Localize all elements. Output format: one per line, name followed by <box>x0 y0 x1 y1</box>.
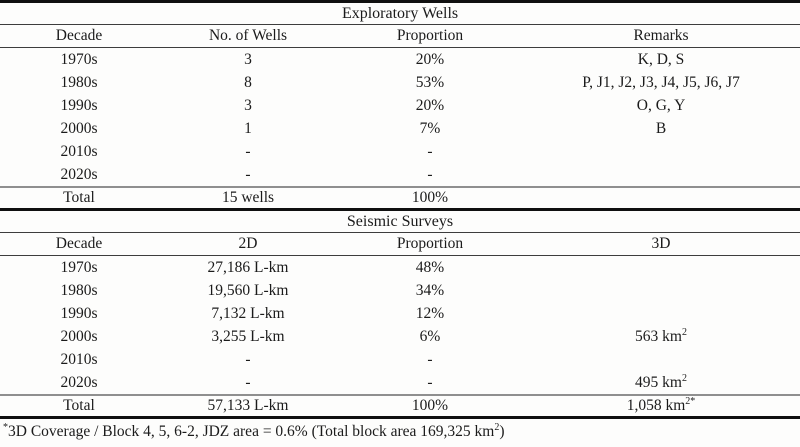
cell-remarks <box>522 140 800 163</box>
header-3d: 3D <box>522 233 800 256</box>
table-row <box>0 325 800 348</box>
cell-3d <box>522 256 800 280</box>
cell-decade: 2010s <box>60 142 98 160</box>
cell-total-label: Total <box>0 395 158 418</box>
table-row <box>0 117 800 140</box>
cell-3d <box>522 279 800 302</box>
cell-3d <box>522 302 800 325</box>
total-row <box>0 187 800 210</box>
cell-decade: 2010s <box>60 350 98 368</box>
cell-total-label: Total <box>0 187 158 210</box>
cell-total-3d <box>522 395 800 418</box>
table-row <box>0 48 800 72</box>
cell-3d-value: 495 km <box>635 373 682 391</box>
cell-no-of-wells: - <box>158 163 338 187</box>
cell-3d-superscript: 2 <box>681 372 687 384</box>
table-row <box>0 94 800 117</box>
table-header-row <box>0 25 800 48</box>
table-row <box>0 256 800 280</box>
cell-decade: 2020s <box>0 163 158 187</box>
cell-no-of-wells: 3 <box>244 96 252 114</box>
table-row <box>0 140 800 163</box>
cell-total-remarks <box>522 187 800 210</box>
cell-remarks: K, D, S <box>637 50 685 68</box>
table-row <box>0 2 800 25</box>
cell-3d <box>522 325 800 348</box>
footnote-text: 3D Coverage / Block 4, 5, 6-2, JDZ area = 0.6% (Total block area 169,325 km <box>8 423 495 440</box>
cell-decade: 1990s <box>60 304 98 322</box>
cell-decade: 2020s <box>0 371 158 395</box>
cell-total-proportion: 100% <box>338 187 522 210</box>
cell-proportion: 20% <box>415 50 445 68</box>
cell-proportion: 53% <box>415 73 445 91</box>
cell-decade: 1970s <box>60 258 98 276</box>
table-row <box>0 371 800 395</box>
table-row <box>0 348 800 371</box>
cell-proportion: 12% <box>415 304 445 322</box>
header-no-of-wells: No. of Wells <box>158 25 338 48</box>
cell-total-2d: 57,133 L-km <box>158 395 338 418</box>
table-row <box>0 211 800 233</box>
cell-proportion: 20% <box>415 96 445 114</box>
cell-remarks: O, G, Y <box>636 96 686 114</box>
header-decade: Decade <box>0 233 158 256</box>
cell-decade: 1990s <box>60 96 98 114</box>
cell-remarks: B <box>655 119 667 137</box>
cell-no-of-wells: 1 <box>244 119 252 137</box>
table-footnote <box>0 419 800 441</box>
seismic-section-title: Seismic Surveys <box>0 211 800 233</box>
cell-proportion: - <box>427 142 433 160</box>
cell-3d-value: 1,058 km <box>626 397 686 414</box>
cell-remarks <box>522 163 800 187</box>
total-row <box>0 395 800 418</box>
cell-proportion: 7% <box>419 119 441 137</box>
table-row <box>0 163 800 187</box>
cell-proportion: - <box>338 163 522 187</box>
footnote-superscript: 2 <box>494 421 500 433</box>
table-row <box>0 279 800 302</box>
cell-decade: 2000s <box>60 119 98 137</box>
cell-proportion: 34% <box>415 281 445 299</box>
cell-total-proportion: 100% <box>338 395 522 418</box>
cell-2d: 3,255 L-km <box>211 327 285 345</box>
cell-decade: 1980s <box>60 73 98 91</box>
cell-proportion: - <box>427 350 433 368</box>
cell-2d: - <box>245 350 251 368</box>
cell-3d <box>522 371 800 395</box>
cell-2d: - <box>158 371 338 395</box>
cell-proportion: - <box>338 371 522 395</box>
exploratory-wells-table <box>0 0 800 211</box>
header-2d: 2D <box>158 233 338 256</box>
header-decade: Decade <box>0 25 158 48</box>
footnote-tail: ) <box>499 423 505 440</box>
header-proportion: Proportion <box>338 233 522 256</box>
table-header-row <box>0 233 800 256</box>
cell-3d-superscript: 2* <box>685 395 696 407</box>
cell-no-of-wells: 8 <box>244 73 252 91</box>
cell-remarks: P, J1, J2, J3, J4, J5, J6, J7 <box>582 73 740 91</box>
cell-decade: 1970s <box>60 50 98 68</box>
header-remarks: Remarks <box>522 25 800 48</box>
cell-2d: 19,560 L-km <box>207 281 289 299</box>
cell-proportion: 6% <box>419 327 441 345</box>
seismic-surveys-table <box>0 211 800 419</box>
cell-proportion: 48% <box>415 258 445 276</box>
cell-3d-value: 563 km <box>635 327 682 345</box>
cell-decade: 2000s <box>60 327 98 345</box>
wells-section-title: Exploratory Wells <box>0 2 800 25</box>
cell-no-of-wells: - <box>245 142 251 160</box>
cell-2d: 7,132 L-km <box>211 304 285 322</box>
cell-2d: 27,186 L-km <box>207 258 289 276</box>
table-row <box>0 71 800 94</box>
header-proportion: Proportion <box>338 25 522 48</box>
cell-total-wells: 15 wells <box>158 187 338 210</box>
cell-3d-superscript: 2 <box>681 326 687 338</box>
cell-3d <box>522 348 800 371</box>
cell-decade: 1980s <box>60 281 98 299</box>
cell-no-of-wells: 3 <box>244 50 252 68</box>
table-row <box>0 302 800 325</box>
footnote-asterisk: * <box>3 421 8 433</box>
